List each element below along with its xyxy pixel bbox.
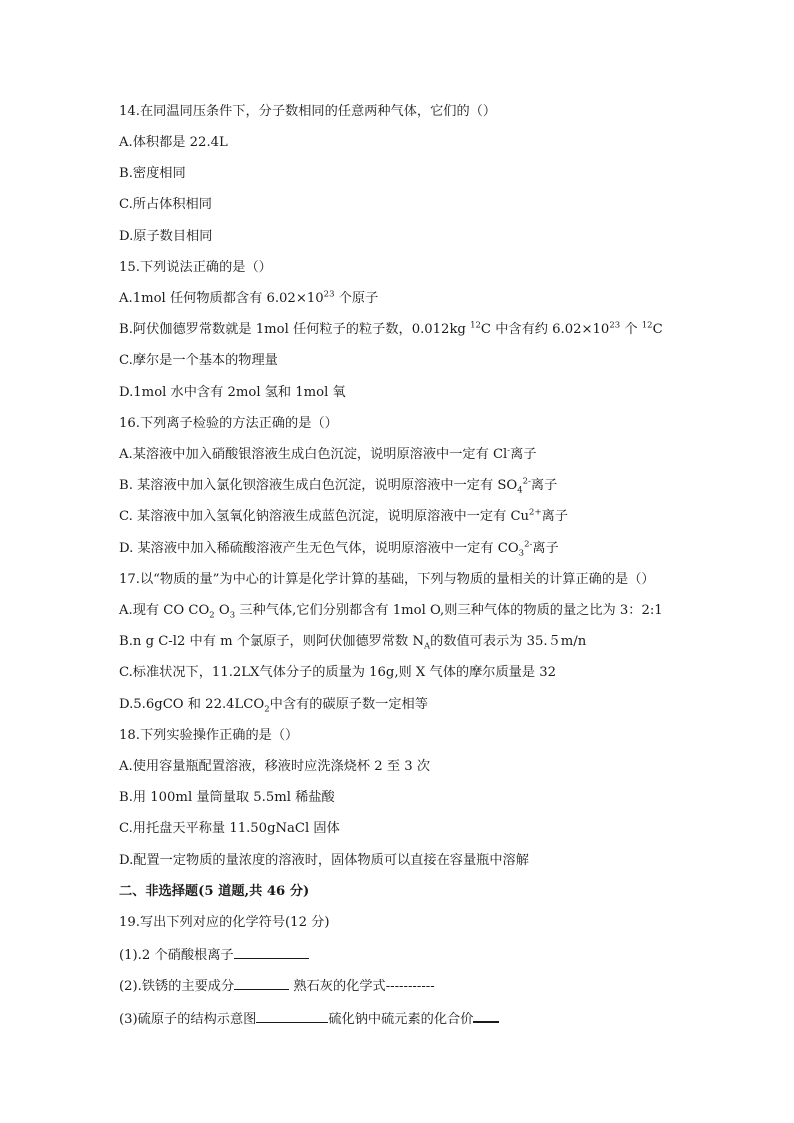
question-17-stem: 17.以“物质的量”为中心的计算是化学计算的基础，下列与物质的量相关的计算正确的是（）	[119, 572, 655, 587]
q18-option-c: C.用托盘天平称量 11.50gNaCl 固体	[119, 821, 340, 836]
q18-option-d: D.配置一定物质的量浓度的溶液时，固体物质可以直接在容量瓶中溶解	[119, 853, 529, 868]
q15-option-a: A.1mol 任何物质都含有 $6.02\times 10^{23}$ 个原子	[119, 289, 379, 306]
q14-option-c: C.所占体积相同	[119, 197, 212, 212]
answer-blank	[234, 945, 309, 959]
answer-blank	[234, 976, 289, 990]
q15-option-b: B.阿伏伽德罗常数就是 1mol 任何粒子的粒子数，0.012kg $^{12}$C 中含有约 $6.02\times 10^{23}$ 个 $^{12}$C	[119, 320, 663, 337]
section-heading: 二、非选择题(5 道题,共 46 分)	[119, 884, 310, 899]
answer-blank	[473, 1008, 499, 1023]
q19-part-1: (1).2 个硝酸根离子	[119, 945, 309, 965]
question-16-stem: 16.下列离子检验的方法正确的是（）	[119, 416, 338, 431]
q19-part-3: (3)硫原子的结构示意图 硫化钠中硫元素的化合价	[119, 1008, 499, 1029]
q18-option-a: A.使用容量瓶配置溶液，移液时应洗涤烧杯 2 至 3 次	[119, 759, 431, 774]
question-14-stem: 14.在同温同压条件下，分子数相同的任意两种气体，它们的（）	[119, 104, 497, 119]
q17-option-d: D.5.6gCO 和 $22.4LCO_2$中含有的碳原子数一定相等	[119, 697, 428, 715]
q16-option-a: A.某溶液中加入硝酸银溶液生成白色沉淀，说明原溶液中一定有 Cl-离子	[119, 445, 537, 462]
q17-option-b: B.n g C-l2 中有 m 个氯原子，则阿伏伽德罗常数 $N_A$的数值可表示为 35.５m/n	[119, 634, 587, 652]
q19-part-2: (2).铁锈的主要成分 熟石灰的化学式-----------	[119, 976, 435, 996]
q18-option-b: B.用 100ml 量筒量取 5.5ml 稀盐酸	[119, 790, 335, 805]
question-15-stem: 15.下列说法正确的是（）	[119, 260, 272, 275]
q15-option-d: D.1mol 水中含有 2mol 氢和 1mol 氧	[119, 385, 346, 400]
question-19-stem: 19.写出下列对应的化学符号(12 分)	[119, 915, 330, 930]
q15-option-c: C.摩尔是一个基本的物理量	[119, 353, 278, 368]
answer-blank	[256, 1009, 328, 1023]
question-18-stem: 18.下列实验操作正确的是（）	[119, 728, 299, 743]
q17-option-c: C.标准状况下，11.2LX气体分子的质量为 16g,则 X 气体的摩尔质量是 32	[119, 665, 556, 680]
q16-option-c: C. 某溶液中加入氢氧化钠溶液生成蓝色沉淀，说明原溶液中一定有 $Cu^{2+}$离子	[119, 507, 568, 524]
q16-option-b: B. 某溶液中加入氯化钡溶液生成白色沉淀，说明原溶液中一定有 $SO_4^{2-}$离子	[119, 476, 558, 496]
q17-option-a: A.现有 CO $CO_2$ $O_3$ 三种气体,它们分别都含有 1mol O,则三种气体的物质的量之比为 3：2:1	[119, 603, 663, 621]
q16-option-d: D. 某溶液中加入稀硫酸溶液产生无色气体，说明原溶液中一定有 $CO_3^{2-}$离子	[119, 539, 559, 559]
q14-option-d: D.原子数目相同	[119, 229, 213, 244]
q14-option-a: A.体积都是 22.4L	[119, 135, 228, 150]
q14-option-b: B.密度相同	[119, 166, 186, 181]
